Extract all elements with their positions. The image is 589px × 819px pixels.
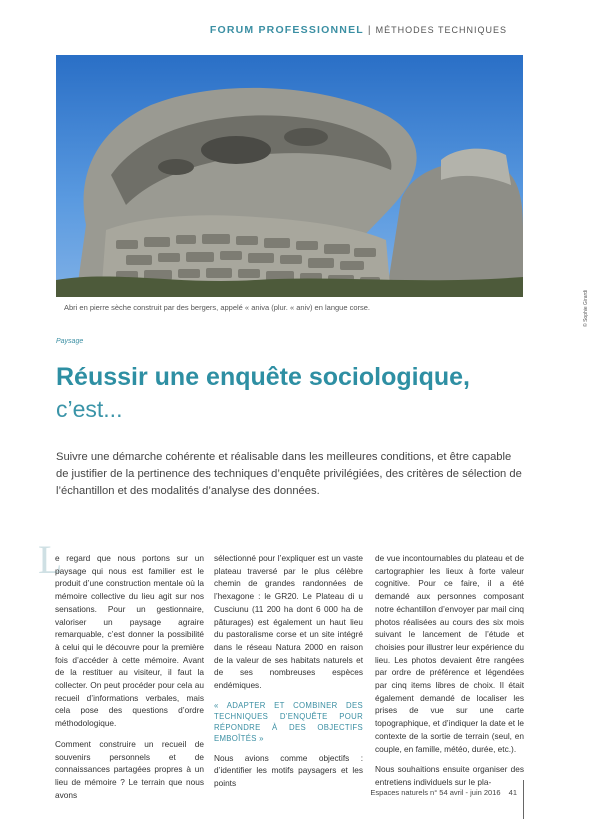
publication-info: Espaces naturels n° 54 avril - juin 2016 — [370, 788, 501, 797]
page-header — [210, 24, 507, 36]
drop-cap: L — [38, 537, 63, 582]
article-subtitle: c’est... — [56, 396, 123, 422]
paragraph: Nous souhaitions ensuite organiser des entretiens individuels sur le pla- — [375, 764, 524, 787]
paragraph: sélectionné pour l’expliquer est un vaste plateau traversé par le plus célèbre chemin de grandes randonnées de l’hexagone : le GR20. Le Plateau di u Cusciunu (11 200 ha dont 6 000 ha de pâturages) est également un haut lieu du pastoralisme corse et un site intégré dans le réseau Natura 2000 en raison de la valeur de ses habitats naturels et de ses nombreuses espèces endémiques. — [214, 553, 363, 691]
article-lead: Suivre une démarche cohérente et réalisable dans les meilleures conditions, et être capable de justifier de la pertinence des techniques d’enquête privilégiées, des critères de sélection de l’échantillon et des modalités d’analyse des données. — [56, 451, 522, 497]
text-column-2 — [214, 552, 363, 798]
footer-rule — [523, 780, 524, 819]
pull-quote-heading: « ADAPTER ET COMBINER DES TECHNIQUES D’ENQUÊTE POUR RÉPONDRE À DES OBJECTIFS EMBOÎTÉS » — [214, 700, 363, 743]
paragraph: Comment construire un recueil de souvenirs personnels et de connaissances partagées propres à un lieu de mémoire ? Le terrain que nous avons — [55, 738, 204, 800]
section-name: FORUM PROFESSIONNEL — [209, 24, 364, 36]
article-tag: Paysage — [56, 338, 84, 345]
subsection-name: MÉTHODES TECHNIQUES — [375, 25, 507, 35]
page-footer — [370, 788, 517, 797]
text-column-1 — [55, 552, 204, 809]
paragraph: e regard que nous portons sur un paysage qui nous est familier est le produit d’une construction mentale où la mémoire collective du lieu agit sur nos sensations. Pour un gestionnaire, valoriser un paysage agraire remarquable, c’est donner la possibilité à celui qui le découvre pour la première fois d’accéder à cette mémoire. Avant de la restituer au visiteur, il faut la collecter. On peut procéder pour cela au recueil d’informations verbales, mais cela pose des questions d’ordre méthodologique. — [55, 553, 204, 729]
photo-illustration — [56, 55, 523, 297]
photo-caption: Abri en pierre sèche construit par des bergers, appelé « aniva (plur. « aniv) en langue corse. — [64, 303, 371, 312]
page-number: 41 — [508, 788, 517, 797]
photo-credit: © Sophie Girardi — [583, 289, 589, 327]
text-column-3 — [375, 552, 524, 797]
article-title: Réussir une enquête sociologique, — [56, 363, 470, 391]
paragraph: Nous avions comme objectifs : d’identifier les motifs paysagers et les points — [214, 752, 363, 789]
header-separator: | — [367, 24, 372, 36]
paragraph: de vue incontournables du plateau et de cartographier les lieux à forte valeur cognitive. Pour ce faire, il a été demandé aux personnes composant notre échantillon d’envoyer par mail cinq photos réalisées au cours des six mois suivant le lancement de l’étude et choisies pour illustrer leur expérience du lieu. Les photos devaient être rangées par ordre de préférence et légendées par cinq items libres de choix. Il était également demandé de localiser les prises de vue sur une carte topographique, et d’indiquer la date et le contexte de la sortie de terrain (seul, en couple, en famille, météo, durée, etc.). — [375, 553, 524, 754]
